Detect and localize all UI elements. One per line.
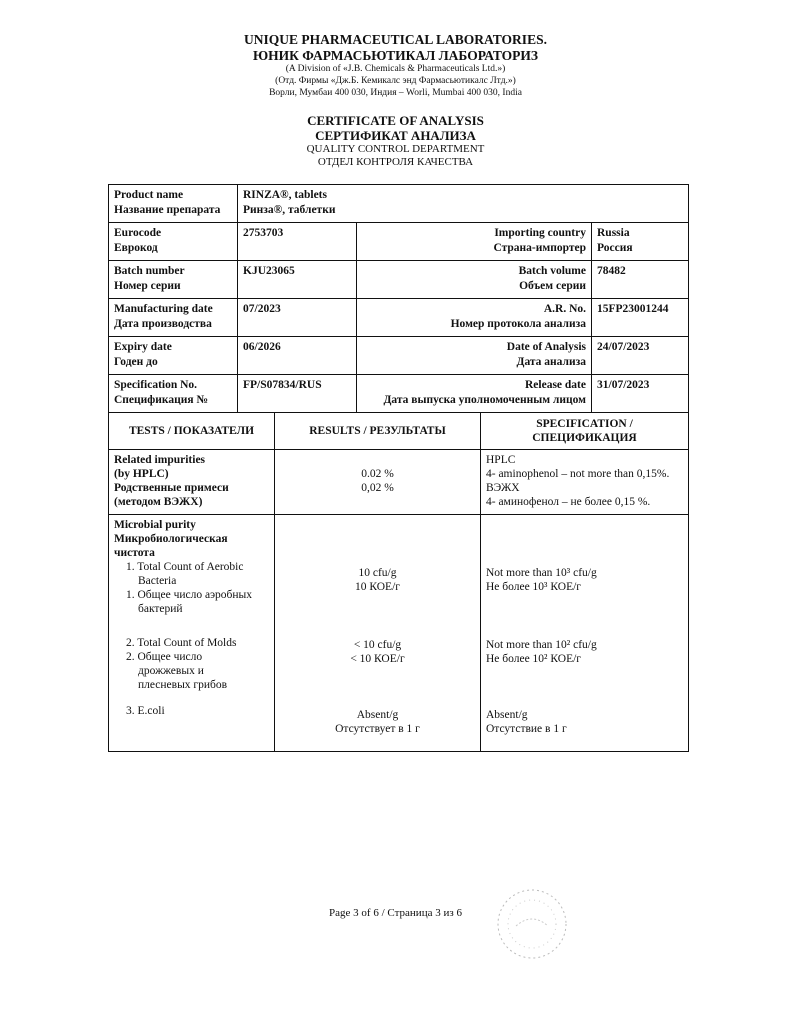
molds-spec-en: Not more than 10² cfu/g <box>486 639 597 651</box>
col-spec-header-en: SPECIFICATION / <box>536 418 633 430</box>
ecoli-result-ru: Отсутствует в 1 г <box>335 723 420 735</box>
ecoli-spec-en: Absent/g <box>486 709 528 721</box>
eurocode-value: 2753703 <box>238 223 357 261</box>
col-tests-header: TESTS / ПОКАЗАТЕЛИ <box>109 413 275 450</box>
volume-label-ru: Объем серии <box>519 280 586 292</box>
expiry-value: 06/2026 <box>238 337 357 375</box>
mfg-value: 07/2023 <box>238 299 357 337</box>
microbial-title-en: Microbial purity <box>114 519 196 531</box>
mfg-label-ru: Дата производства <box>114 318 212 330</box>
aerobic-title-ru: 1. Общее число аэробных <box>126 589 253 601</box>
microbial-title-ru-1: Микробиологическая <box>114 533 228 545</box>
molds-result-en: < 10 cfu/g <box>353 639 402 651</box>
impurities-title-ru: Родственные примеси <box>114 482 229 494</box>
molds-spec-ru: Не более 10² КОЕ/г <box>486 653 582 665</box>
product-label <box>109 185 238 223</box>
mfg-label-en: Manufacturing date <box>114 303 213 315</box>
company-name-ru: ЮНИК ФАРМАСЬЮТИКАЛ ЛАБОРАТОРИЗ <box>252 48 539 63</box>
aerobic-spec-en: Not more than 10³ cfu/g <box>486 567 597 579</box>
doc-title-en: CERTIFICATE OF ANALYSIS <box>307 113 484 128</box>
eurocode-label-ru: Еврокод <box>114 242 158 254</box>
ecoli-title: 3. E.coli <box>126 705 165 717</box>
ar-label-ru: Номер протокола анализа <box>450 318 586 330</box>
aerobic-result-ru: 10 КОЕ/г <box>354 581 400 593</box>
spec-value: FP/S07834/RUS <box>238 375 357 413</box>
volume-label-en: Batch volume <box>518 265 586 277</box>
release-label-ru: Дата выпуска уполномоченным лицом <box>383 394 586 406</box>
release-label-en: Release date <box>525 379 586 391</box>
impurities-spec-method-ru: ВЭЖХ <box>486 482 520 494</box>
department-en: QUALITY CONTROL DEPARTMENT <box>306 143 485 155</box>
department-ru: ОТДЕЛ КОНТРОЛЯ КАЧЕСТВА <box>317 156 474 168</box>
eurocode-label-en: Eurocode <box>114 227 162 239</box>
importing-label-ru: Страна-импортер <box>493 242 586 254</box>
aerobic-title-en-2: Bacteria <box>138 575 177 587</box>
molds-title-en: 2. Total Count of Molds <box>126 637 237 649</box>
division-ru: (Отд. Фирмы «Дж.Б. Кемикалс энд Фармасьютикалс Лтд.») <box>275 76 516 86</box>
spec-row <box>109 375 689 413</box>
analysis-label-en: Date of Analysis <box>506 341 586 353</box>
volume-value: 78482 <box>592 261 689 299</box>
ecoli-spec-ru: Отсутствие в 1 г <box>486 723 567 735</box>
mfg-row <box>109 299 689 337</box>
impurities-title-en: Related impurities <box>114 454 206 466</box>
division-en: (A Division of «J.B. Chemicals & Pharmaceuticals Ltd.») <box>285 64 506 74</box>
impurities-result-en: 0.02 % <box>361 468 394 480</box>
impurities-spec-method-en: HPLC <box>486 454 516 466</box>
ar-value: 15FP23001244 <box>592 299 689 337</box>
importing-label-en: Importing country <box>494 227 586 239</box>
molds-title-ru-2: дрожжевых и <box>138 665 204 677</box>
company-name-en: UNIQUE PHARMACEUTICAL LABORATORIES. <box>244 32 547 47</box>
spec-label-en: Specification No. <box>114 379 198 391</box>
impurities-method-en: (by HPLC) <box>114 468 169 480</box>
page-number: Page 3 of 6 / Страница 3 из 6 <box>329 907 462 919</box>
analysis-value: 24/07/2023 <box>592 337 689 375</box>
eurocode-row <box>109 223 689 261</box>
aerobic-result-en: 10 cfu/g <box>358 567 397 579</box>
product-label-en: Product name <box>114 189 184 201</box>
impurities-result-ru: 0,02 % <box>361 482 394 494</box>
aerobic-title-en: 1. Total Count of Aerobic <box>126 561 244 573</box>
batch-row <box>109 261 689 299</box>
ecoli-result-en: Absent/g <box>356 709 399 721</box>
batch-value: KJU23065 <box>238 261 357 299</box>
molds-title-ru-1: 2. Общее число <box>126 651 203 663</box>
stamp-icon <box>492 884 572 964</box>
aerobic-title-ru-2: бактерий <box>138 603 183 615</box>
col-spec-header-ru: СПЕЦИФИКАЦИЯ <box>532 432 637 444</box>
col-spec-header <box>481 413 689 450</box>
aerobic-spec-ru: Не более 10³ КОЕ/г <box>486 581 582 593</box>
tests-header-row <box>109 413 689 450</box>
spec-label-ru: Спецификация № <box>114 394 208 406</box>
batch-label-ru: Номер серии <box>114 280 181 292</box>
impurities-method-ru: (методом ВЭЖХ) <box>114 496 203 508</box>
tests-table <box>108 412 689 752</box>
importing-value-ru: Россия <box>597 242 633 254</box>
address: Ворли, Мумбаи 400 030, Индия – Worli, Mumbai 400 030, India <box>269 88 522 98</box>
expiry-label-en: Expiry date <box>114 341 172 353</box>
impurities-spec-ru: 4- аминофенол – не более 0,15 %. <box>486 496 651 508</box>
product-value-en: RINZA®, tablets <box>243 189 327 201</box>
molds-title-ru-3: плесневых грибов <box>138 679 228 691</box>
col-results-header: RESULTS / РЕЗУЛЬТАТЫ <box>275 413 481 450</box>
product-label-ru: Название препарата <box>114 204 221 216</box>
product-info-table <box>108 184 689 413</box>
doc-title-ru: СЕРТИФИКАТ АНАЛИЗА <box>315 128 476 143</box>
release-value: 31/07/2023 <box>592 375 689 413</box>
product-row <box>109 185 689 223</box>
analysis-label-ru: Дата анализа <box>516 356 586 368</box>
product-value <box>238 185 689 223</box>
impurities-spec-en: 4- aminophenol – not more than 0,15%. <box>486 468 670 480</box>
ar-label-en: A.R. No. <box>543 303 586 315</box>
importing-value-en: Russia <box>597 227 630 239</box>
related-impurities-row <box>109 450 689 515</box>
microbial-purity-row <box>109 515 689 752</box>
molds-result-ru: < 10 КОЕ/г <box>350 653 405 665</box>
batch-label-en: Batch number <box>114 265 185 277</box>
expiry-row <box>109 337 689 375</box>
expiry-label-ru: Годен до <box>114 356 158 368</box>
product-value-ru: Ринза®, таблетки <box>243 204 336 216</box>
microbial-title-ru-2: чистота <box>114 547 155 559</box>
